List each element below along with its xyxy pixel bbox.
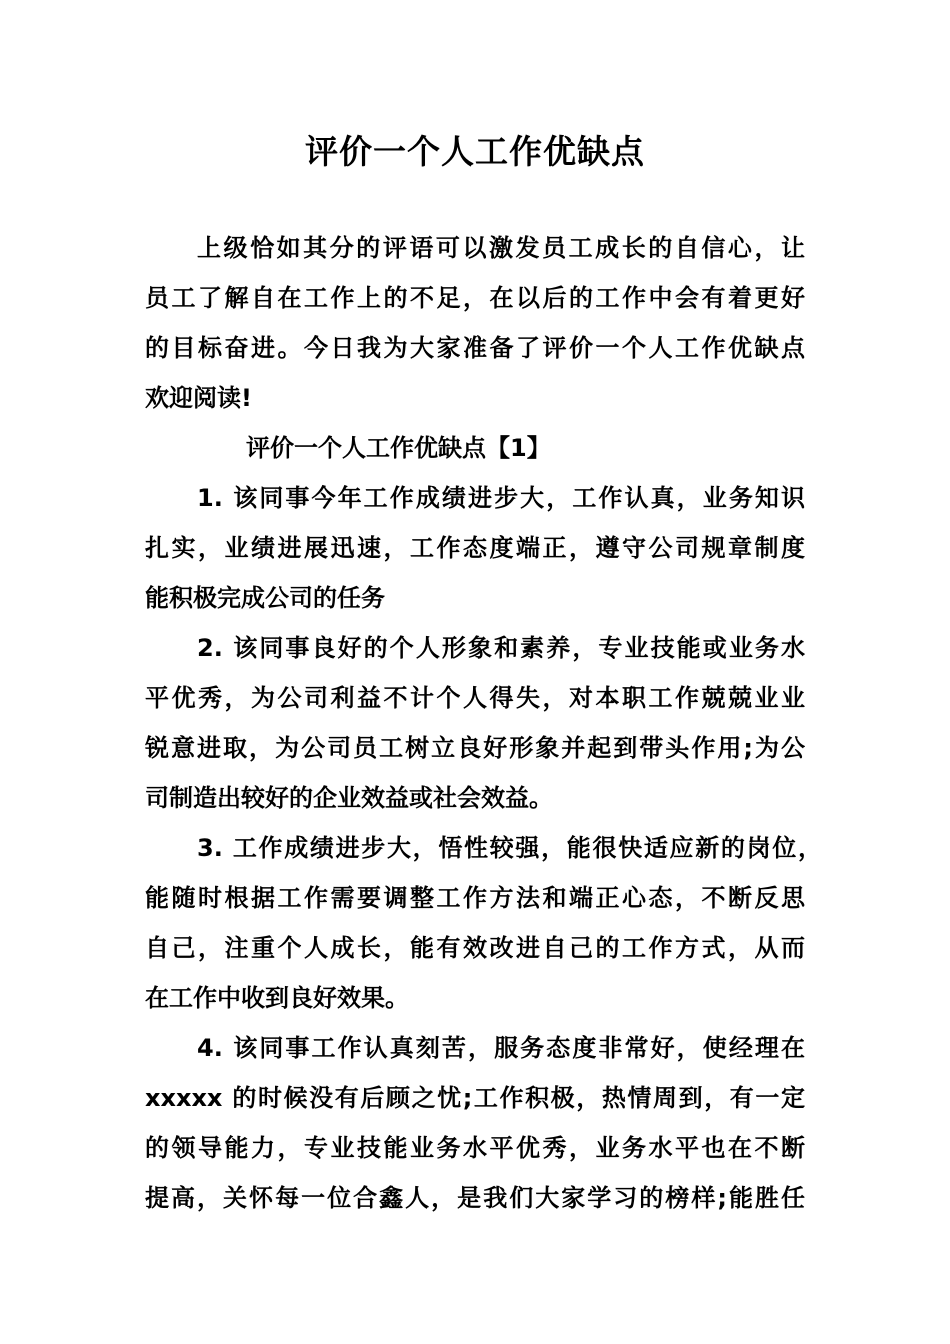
paragraph-line: 的目标奋进。今日我为大家准备了评价一个人工作优缺点	[145, 334, 805, 362]
paragraph-line: 上级恰如其分的评语可以激发员工成长的自信心，让	[197, 234, 805, 262]
paragraph-line: 锐意进取，为公司员工树立良好形象并起到带头作用;为公	[145, 734, 805, 762]
section-heading: 评价一个人工作优缺点【1】	[246, 434, 551, 462]
paragraph-line: 提高，关怀每一位合鑫人，是我们大家学习的榜样;能胜任	[145, 1184, 805, 1212]
paragraph-line: 自己，注重个人成长，能有效改进自己的工作方式，从而	[145, 934, 805, 962]
document-title: 评价一个人工作优缺点	[305, 132, 645, 171]
paragraph-line: 司制造出较好的企业效益或社会效益。	[145, 784, 553, 812]
paragraph-line: 扎实，业绩进展迅速，工作态度端正，遵守公司规章制度	[145, 534, 805, 562]
paragraph-line: 1. 该同事今年工作成绩进步大，工作认真，业务知识	[197, 484, 805, 512]
paragraph-line: xxxxx 的时候没有后顾之忧;工作积极，热情周到，有一定	[145, 1084, 805, 1112]
paragraph-line: 2. 该同事良好的个人形象和素养，专业技能或业务水	[197, 634, 805, 662]
paragraph-line: 能随时根据工作需要调整工作方法和端正心态，不断反思	[145, 884, 805, 912]
paragraph-line: 在工作中收到良好效果。	[145, 984, 409, 1012]
paragraph-line: 3. 工作成绩进步大，悟性较强，能很快适应新的岗位，	[197, 834, 822, 862]
paragraph-line: 的领导能力，专业技能业务水平优秀，业务水平也在不断	[145, 1134, 805, 1162]
paragraph-line: 4. 该同事工作认真刻苦，服务态度非常好，使经理在	[197, 1034, 805, 1062]
paragraph-line: 员工了解自在工作上的不足，在以后的工作中会有着更好	[145, 284, 805, 312]
paragraph-line: 平优秀，为公司利益不计个人得失，对本职工作兢兢业业	[145, 684, 805, 712]
paragraph-line: 能积极完成公司的任务	[145, 584, 385, 612]
paragraph-line: 欢迎阅读!	[145, 384, 252, 412]
